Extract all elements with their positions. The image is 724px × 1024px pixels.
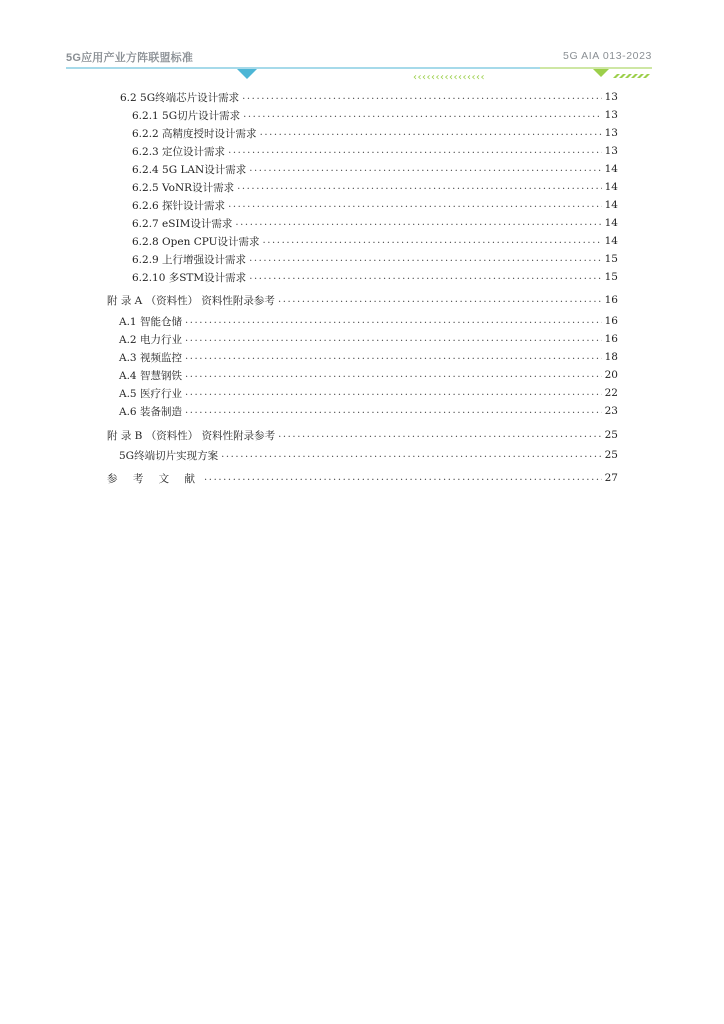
toc-entry[interactable]: 5G终端切片实现方案 ..... 25 <box>119 447 618 463</box>
toc-entry-appendix[interactable]: 附 录 B （资料性） 资料性附录参考 ..... 25 <box>107 427 618 443</box>
toc-entry[interactable]: 6.2.7 eSIM设计需求 ..... 14 <box>132 215 618 231</box>
toc-entry[interactable]: 6.2.8 Open CPU设计需求 ..... 14 <box>132 233 618 249</box>
header-title: 5G应用产业方阵联盟标准 <box>66 52 194 64</box>
toc-entry[interactable]: A.5 医疗行业 ..... 22 <box>119 385 618 401</box>
toc-entry[interactable]: 6.2.5 VoNR设计需求 ..... 14 <box>132 179 618 195</box>
toc-entry[interactable]: 6.2.1 5G切片设计需求 ..... 13 <box>132 107 618 123</box>
toc-entry-references[interactable]: 参 考 文 献 ..... 27 <box>107 470 618 486</box>
toc-entry[interactable]: 6.2.3 定位设计需求 ..... 13 <box>132 143 618 159</box>
toc-entry[interactable]: A.4 智慧钢铁 ..... 20 <box>119 367 618 383</box>
chevron-strip: ‹‹‹‹‹‹‹‹‹‹‹‹‹‹‹‹ <box>413 72 485 83</box>
toc-entry[interactable]: A.3 视频监控 ..... 18 <box>119 349 618 365</box>
toc-entry[interactable]: 6.2.4 5G LAN设计需求 ..... 14 <box>132 161 618 177</box>
toc-entry[interactable]: 6.2.10 多STM设计需求 ..... 15 <box>132 269 618 285</box>
toc-entry[interactable]: A.1 智能仓储 ..... 16 <box>119 313 618 329</box>
toc-entry[interactable]: 6.2.6 探针设计需求 ..... 14 <box>132 197 618 213</box>
toc-entry[interactable]: 6.2 5G终端芯片设计需求 ..... 13 <box>120 89 618 105</box>
toc-entry[interactable]: A.6 装备制造 ..... 23 <box>119 403 618 419</box>
toc-entry[interactable]: 6.2.9 上行增强设计需求 ..... 15 <box>132 251 618 267</box>
toc-entry[interactable]: 6.2.2 高精度授时设计需求 ..... 13 <box>132 125 618 141</box>
toc-entry-appendix[interactable]: 附 录 A （资料性） 资料性附录参考 ..... 16 <box>107 292 618 308</box>
standard-code: 5G AIA 013-2023 <box>563 50 652 62</box>
toc-entry[interactable]: A.2 电力行业 ..... 16 <box>119 331 618 347</box>
